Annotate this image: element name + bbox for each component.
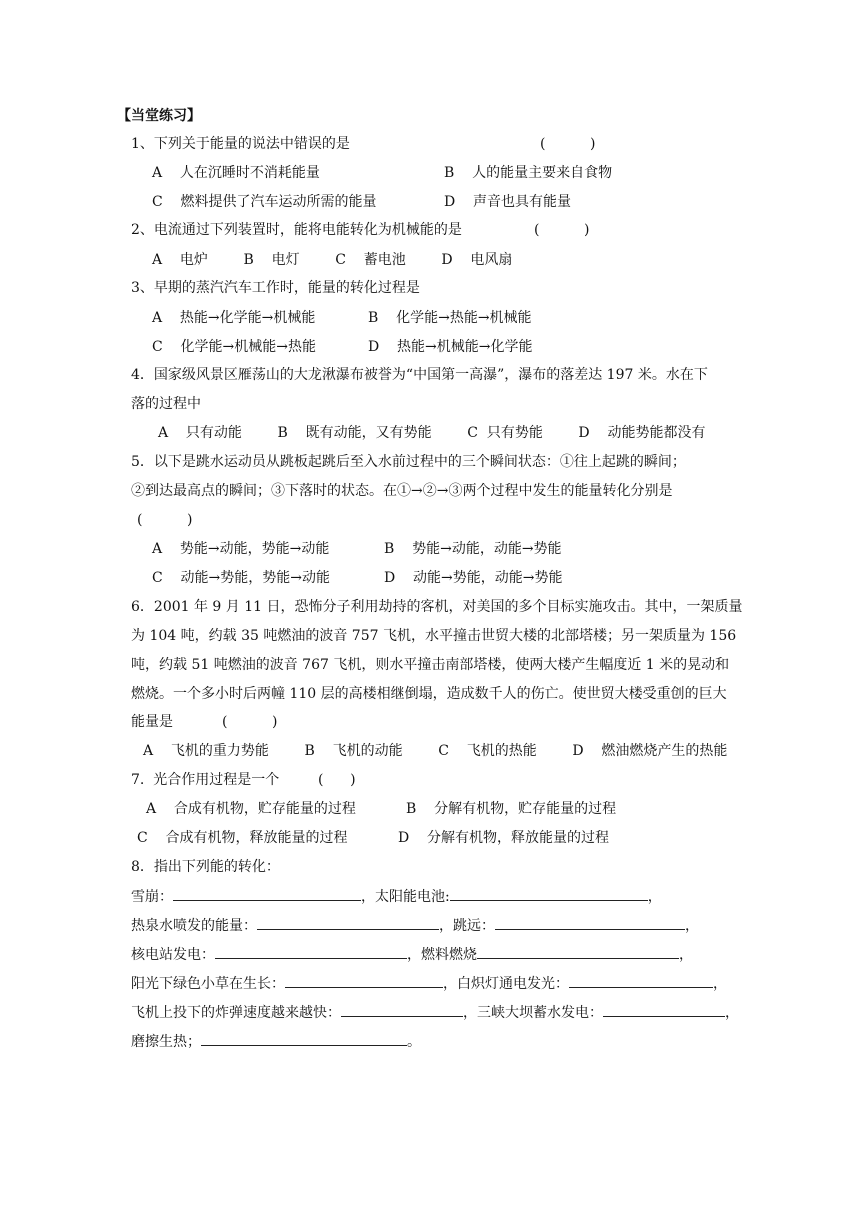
q8-row-6 [131, 1031, 421, 1052]
q5-option-b: B 势能→动能，动能→势能 [384, 541, 562, 557]
answer-blank[interactable] [215, 944, 407, 959]
q3-stem: 3、早期的蒸汽汽车工作时，能量的转化过程是 [131, 280, 420, 296]
q4-stem-line2: 落的过程中 [131, 396, 201, 412]
fill-label: ，跳远： [439, 918, 495, 934]
q7-option-a: A 合成有机物，贮存能量的过程 [146, 801, 356, 817]
q6-stem-line1: 6．2001 年 9 月 11 日，恐怖分子利用劫持的客机，对美国的多个目标实施攻击。其中，一架质量 [131, 599, 743, 615]
fill-label: 。 [407, 1034, 421, 1050]
q1-option-d: D 声音也具有能量 [444, 194, 572, 210]
q2-options: A 电炉 B 电灯 C 蓄电池 D 电风扇 [152, 252, 513, 268]
q7-option-c: C 合成有机物，释放能量的过程 [137, 830, 348, 846]
q4-stem-line1: 4．国家级风景区雁荡山的大龙湫瀑布被誉为“中国第一高瀑”，瀑布的落差达 197 米。水在下 [131, 367, 708, 383]
q8-row-1 [131, 886, 662, 907]
q6-stem-line4: 燃烧。一个多小时后两幢 110 层的高楼相继倒塌，造成数千人的伤亡。使世贸大楼受重创的巨大 [131, 686, 727, 702]
fill-label: 阳光下绿色小草在生长： [131, 976, 285, 992]
answer-blank[interactable] [450, 886, 648, 901]
answer-blank[interactable] [285, 973, 443, 988]
q8-row-3 [131, 944, 693, 965]
q6-answer-paren: ( ) [222, 714, 278, 730]
q2-stem: 2、电流通过下列装置时，能将电能转化为机械能的是 [131, 222, 462, 238]
fill-label: 热泉水喷发的能量： [131, 918, 257, 934]
q1-option-b: B 人的能量主要来自食物 [444, 165, 613, 181]
fill-label: 飞机上投下的炸弹速度越来越快： [131, 1005, 341, 1021]
section-title: 【当堂练习】 [117, 108, 201, 124]
q7-option-b: B 分解有机物，贮存能量的过程 [406, 801, 617, 817]
fill-label: 磨擦生热； [131, 1034, 201, 1050]
q5-option-d: D 动能→势能，动能→势能 [384, 570, 563, 586]
q3-option-c: C 化学能→机械能→热能 [152, 339, 316, 355]
fill-label: ，太阳能电池: [361, 889, 450, 905]
answer-blank[interactable] [495, 915, 685, 930]
fill-label: ， [713, 976, 727, 992]
q6-stem-line5: 能量是 [131, 714, 173, 730]
q1-answer-paren: ( ) [540, 136, 596, 152]
q6-stem-line2: 为 104 吨，约载 35 吨燃油的波音 757 飞机，水平撞击世贸大楼的北部塔楼；另一架质量为 156 [131, 628, 737, 644]
fill-label: ，白炽灯通电发光： [443, 976, 569, 992]
q6-stem-line3: 吨，约载 51 吨燃油的波音 767 飞机，则水平撞击南部塔楼，使两大楼产生幅度近 1 米的晃动和 [131, 657, 730, 673]
q2-answer-paren: ( ) [534, 222, 590, 238]
q3-option-a: A 热能→化学能→机械能 [152, 310, 316, 326]
answer-blank[interactable] [201, 1031, 407, 1046]
answer-blank[interactable] [603, 1002, 725, 1017]
q8-row-2 [131, 915, 699, 936]
q3-option-b: B 化学能→热能→机械能 [368, 310, 532, 326]
q3-option-d: D 热能→机械能→化学能 [368, 339, 533, 355]
q5-stem-line2: ②到达最高点的瞬间；③下落时的状态。在①→②→③两个过程中发生的能量转化分别是 [131, 483, 673, 499]
q7-stem: 7. 光合作用过程是一个 [131, 772, 280, 788]
q1-option-c: C 燃料提供了汽车运动所需的能量 [152, 194, 377, 210]
fill-label: ， [725, 1005, 739, 1021]
fill-label: 雪崩： [131, 889, 173, 905]
fill-label: ， [679, 947, 693, 963]
q6-options: A 飞机的重力势能 B 飞机的动能 C 飞机的热能 D 燃油燃烧产生的热能 [143, 743, 728, 759]
fill-label: ，三峡大坝蓄水发电： [463, 1005, 603, 1021]
fill-label: 核电站发电： [131, 947, 215, 963]
q5-option-a: A 势能→动能，势能→动能 [152, 541, 330, 557]
q8-stem: 8．指出下列能的转化： [131, 859, 280, 875]
answer-blank[interactable] [257, 915, 439, 930]
q5-option-c: C 动能→势能，势能→动能 [152, 570, 330, 586]
answer-blank[interactable] [477, 944, 679, 959]
q8-row-4 [131, 973, 727, 994]
q7-answer-paren: ( ) [318, 772, 356, 788]
fill-label: ，燃料燃烧 [407, 947, 477, 963]
answer-blank[interactable] [569, 973, 713, 988]
q7-option-d: D 分解有机物，释放能量的过程 [398, 830, 610, 846]
q8-row-5 [131, 1002, 739, 1023]
q5-stem-line1: 5．以下是跳水运动员从跳板起跳后至入水前过程中的三个瞬间状态：①往上起跳的瞬间； [131, 454, 686, 470]
answer-blank[interactable] [173, 886, 361, 901]
fill-label: ， [647, 889, 662, 905]
q1-stem: 1、下列关于能量的说法中错误的是 [131, 136, 350, 152]
q1-option-a: A 人在沉睡时不消耗能量 [152, 165, 320, 181]
q5-answer-paren: ( ) [137, 512, 193, 528]
answer-blank[interactable] [341, 1002, 463, 1017]
fill-label: ， [685, 918, 699, 934]
q4-options: A 只有动能 B 既有动能，又有势能 C 只有势能 D 动能势能都没有 [158, 425, 706, 441]
